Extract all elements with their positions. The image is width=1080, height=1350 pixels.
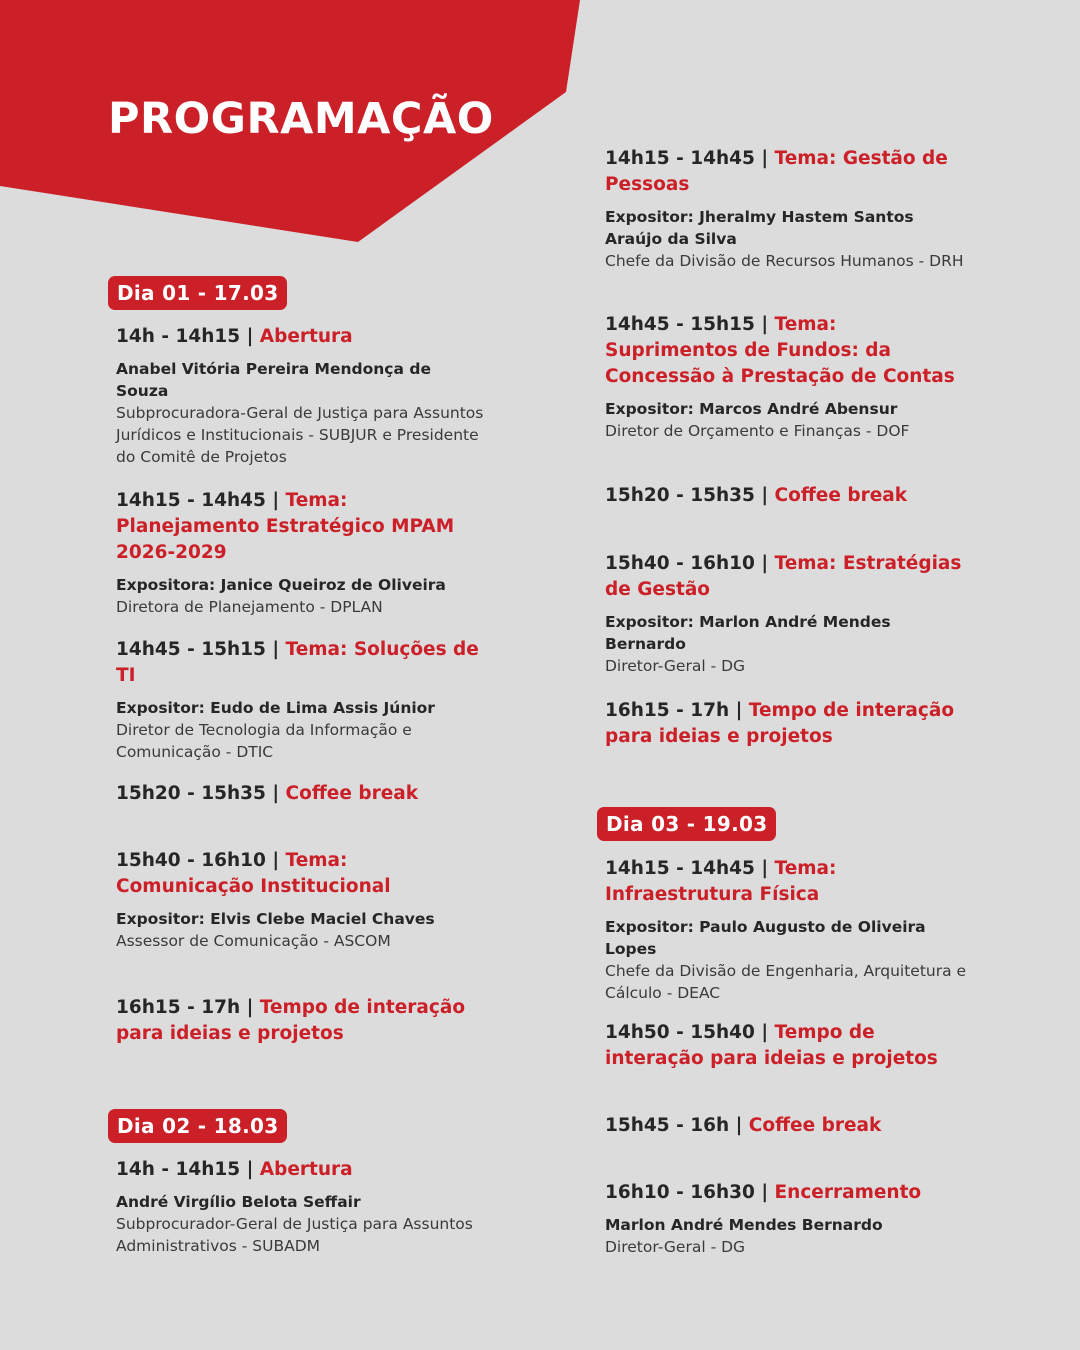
slot-speaker: Expositor: Paulo Augusto de Oliveira Lopes — [605, 918, 926, 958]
slot-time: 14h15 - 14h45 — [116, 490, 266, 511]
day-badge: Dia 02 - 18.03 — [108, 1109, 287, 1143]
schedule-slot: 15h45 - 16h | Coffee break — [605, 1115, 882, 1136]
slot-role: Subprocurador-Geral de Justiça para Assuntos Administrativos - SUBADM — [116, 1215, 473, 1255]
slot-role: Diretor-Geral - DG — [605, 657, 746, 675]
slot-topic: Coffee break — [774, 485, 908, 506]
slot-time: 14h45 - 15h15 — [116, 639, 266, 660]
slot-speaker: Expositor: Marlon André Mendes Bernardo — [605, 613, 891, 653]
schedule-slot: 16h10 - 16h30 | Encerramento Marlon André Mendes Bernardo Diretor-Geral - DG — [605, 1180, 975, 1258]
page-title: PROGRAMAÇÃO — [108, 94, 494, 144]
slot-time: 14h15 - 14h45 — [605, 148, 755, 169]
slot-topic: Tema: Planejamento Estratégico MPAM 2026-2029 — [116, 490, 455, 563]
slot-role: Chefe da Divisão de Recursos Humanos - DRH — [605, 252, 964, 270]
slot-time: 14h50 - 15h40 — [605, 1022, 755, 1043]
slot-time: 15h45 - 16h — [605, 1115, 730, 1136]
slot-speaker: Expositor: Elvis Clebe Maciel Chaves — [116, 910, 435, 928]
slot-topic: Coffee break — [748, 1115, 882, 1136]
slot-speaker: Expositor: Marcos André Abensur — [605, 400, 898, 418]
schedule-slot: 15h20 - 15h35 | Coffee break — [605, 485, 908, 506]
day-badge: Dia 03 - 19.03 — [597, 807, 776, 841]
slot-topic: Encerramento — [774, 1182, 922, 1203]
slot-speaker: Expositora: Janice Queiroz de Oliveira — [116, 576, 446, 594]
slot-topic: Tempo de interação para ideias e projetos — [116, 997, 466, 1044]
slot-speaker: Expositor: Eudo de Lima Assis Júnior — [116, 699, 435, 717]
slot-topic: Tema: Soluções de TI — [116, 639, 479, 686]
slot-speaker: André Virgílio Belota Seffair — [116, 1193, 361, 1211]
schedule-slot: 14h - 14h15 | Abertura Anabel Vitória Pereira Mendonça de Souza Subprocuradora-Geral de Justiça para Assuntos Jurídicos e Institucionais - SUBJUR e Presidente do Comitê de Projetos — [116, 324, 486, 468]
schedule-slot: 15h20 - 15h35 | Coffee break — [116, 783, 419, 804]
slot-role: Diretor de Orçamento e Finanças - DOF — [605, 422, 910, 440]
slot-role: Assessor de Comunicação - ASCOM — [116, 932, 391, 950]
schedule-slot: 14h45 - 15h15 | Tema: Suprimentos de Fundos: da Concessão à Prestação de Contas Expositor: Marcos André Abensur Diretor de Orçamento e Finanças - DOF — [605, 312, 975, 442]
slot-topic: Tema: Infraestrutura Física — [605, 858, 837, 905]
slot-role: Diretor de Tecnologia da Informação e Comunicação - DTIC — [116, 721, 412, 761]
slot-time: 16h15 - 17h — [116, 997, 241, 1018]
slot-role: Chefe da Divisão de Engenharia, Arquitetura e Cálculo - DEAC — [605, 962, 967, 1002]
schedule-slot: 16h15 - 17h | Tempo de interação para ideias e projetos — [605, 700, 955, 747]
slot-topic: Coffee break — [285, 783, 419, 804]
slot-time: 16h15 - 17h — [605, 700, 730, 721]
slot-topic: Tema: Comunicação Institucional — [116, 850, 391, 897]
slot-speaker: Marlon André Mendes Bernardo — [605, 1216, 883, 1234]
schedule-slot: 15h40 - 16h10 | Tema: Comunicação Institucional Expositor: Elvis Clebe Maciel Chaves Assessor de Comunicação - ASCOM — [116, 848, 486, 952]
slot-topic: Abertura — [259, 326, 353, 347]
schedule-slot: 14h50 - 15h40 | Tempo de interação para ideias e projetos — [605, 1022, 938, 1069]
slot-speaker: Anabel Vitória Pereira Mendonça de Souza — [116, 360, 431, 400]
schedule-slot: 14h - 14h15 | Abertura André Virgílio Belota Seffair Subprocurador-Geral de Justiça para Assuntos Administrativos - SUBADM — [116, 1157, 486, 1257]
slot-time: 15h40 - 16h10 — [116, 850, 266, 871]
day-badge: Dia 01 - 17.03 — [108, 276, 287, 310]
slot-topic: Tema: Estratégias de Gestão — [605, 553, 962, 600]
slot-time: 14h - 14h15 — [116, 1159, 241, 1180]
slot-time: 16h10 - 16h30 — [605, 1182, 755, 1203]
slot-time: 15h20 - 15h35 — [116, 783, 266, 804]
slot-topic: Tema: Suprimentos de Fundos: da Concessão à Prestação de Contas — [605, 314, 955, 387]
slot-role: Diretor-Geral - DG — [605, 1238, 746, 1256]
slot-topic: Tempo de interação para ideias e projetos — [605, 700, 955, 747]
slot-role: Diretora de Planejamento - DPLAN — [116, 598, 383, 616]
slot-topic: Tema: Gestão de Pessoas — [605, 148, 948, 195]
slot-time: 15h20 - 15h35 — [605, 485, 755, 506]
slot-role: Subprocuradora-Geral de Justiça para Assuntos Jurídicos e Institucionais - SUBJUR e Presidente do Comitê de Projetos — [116, 404, 484, 466]
schedule-slot: 14h15 - 14h45 | Tema: Planejamento Estratégico MPAM 2026-2029 Expositora: Janice Queiroz de Oliveira Diretora de Planejamento - DPLAN — [116, 488, 486, 618]
schedule-slot: 16h15 - 17h | Tempo de interação para ideias e projetos — [116, 997, 466, 1044]
slot-time: 14h15 - 14h45 — [605, 858, 755, 879]
schedule-slot: 14h45 - 15h15 | Tema: Soluções de TI Expositor: Eudo de Lima Assis Júnior Diretor de Tecnologia da Informação e Comunicação - DTIC — [116, 637, 496, 763]
schedule-slot: 14h15 - 14h45 | Tema: Gestão de Pessoas Expositor: Jheralmy Hastem Santos Araújo da Silva Chefe da Divisão de Recursos Humanos - DRH — [605, 146, 975, 272]
slot-time: 14h45 - 15h15 — [605, 314, 755, 335]
slot-topic: Tempo de interação para ideias e projetos — [605, 1022, 938, 1069]
schedule-slot: 15h40 - 16h10 | Tema: Estratégias de Gestão Expositor: Marlon André Mendes Bernardo Diretor-Geral - DG — [605, 551, 975, 677]
slot-topic: Abertura — [259, 1159, 353, 1180]
slot-time: 15h40 - 16h10 — [605, 553, 755, 574]
schedule-slot: 14h15 - 14h45 | Tema: Infraestrutura Física Expositor: Paulo Augusto de Oliveira Lopes Chefe da Divisão de Engenharia, Arquitetura e Cálculo - DEAC — [605, 856, 975, 1004]
slot-time: 14h - 14h15 — [116, 326, 241, 347]
slot-speaker: Expositor: Jheralmy Hastem Santos Araújo da Silva — [605, 208, 914, 248]
